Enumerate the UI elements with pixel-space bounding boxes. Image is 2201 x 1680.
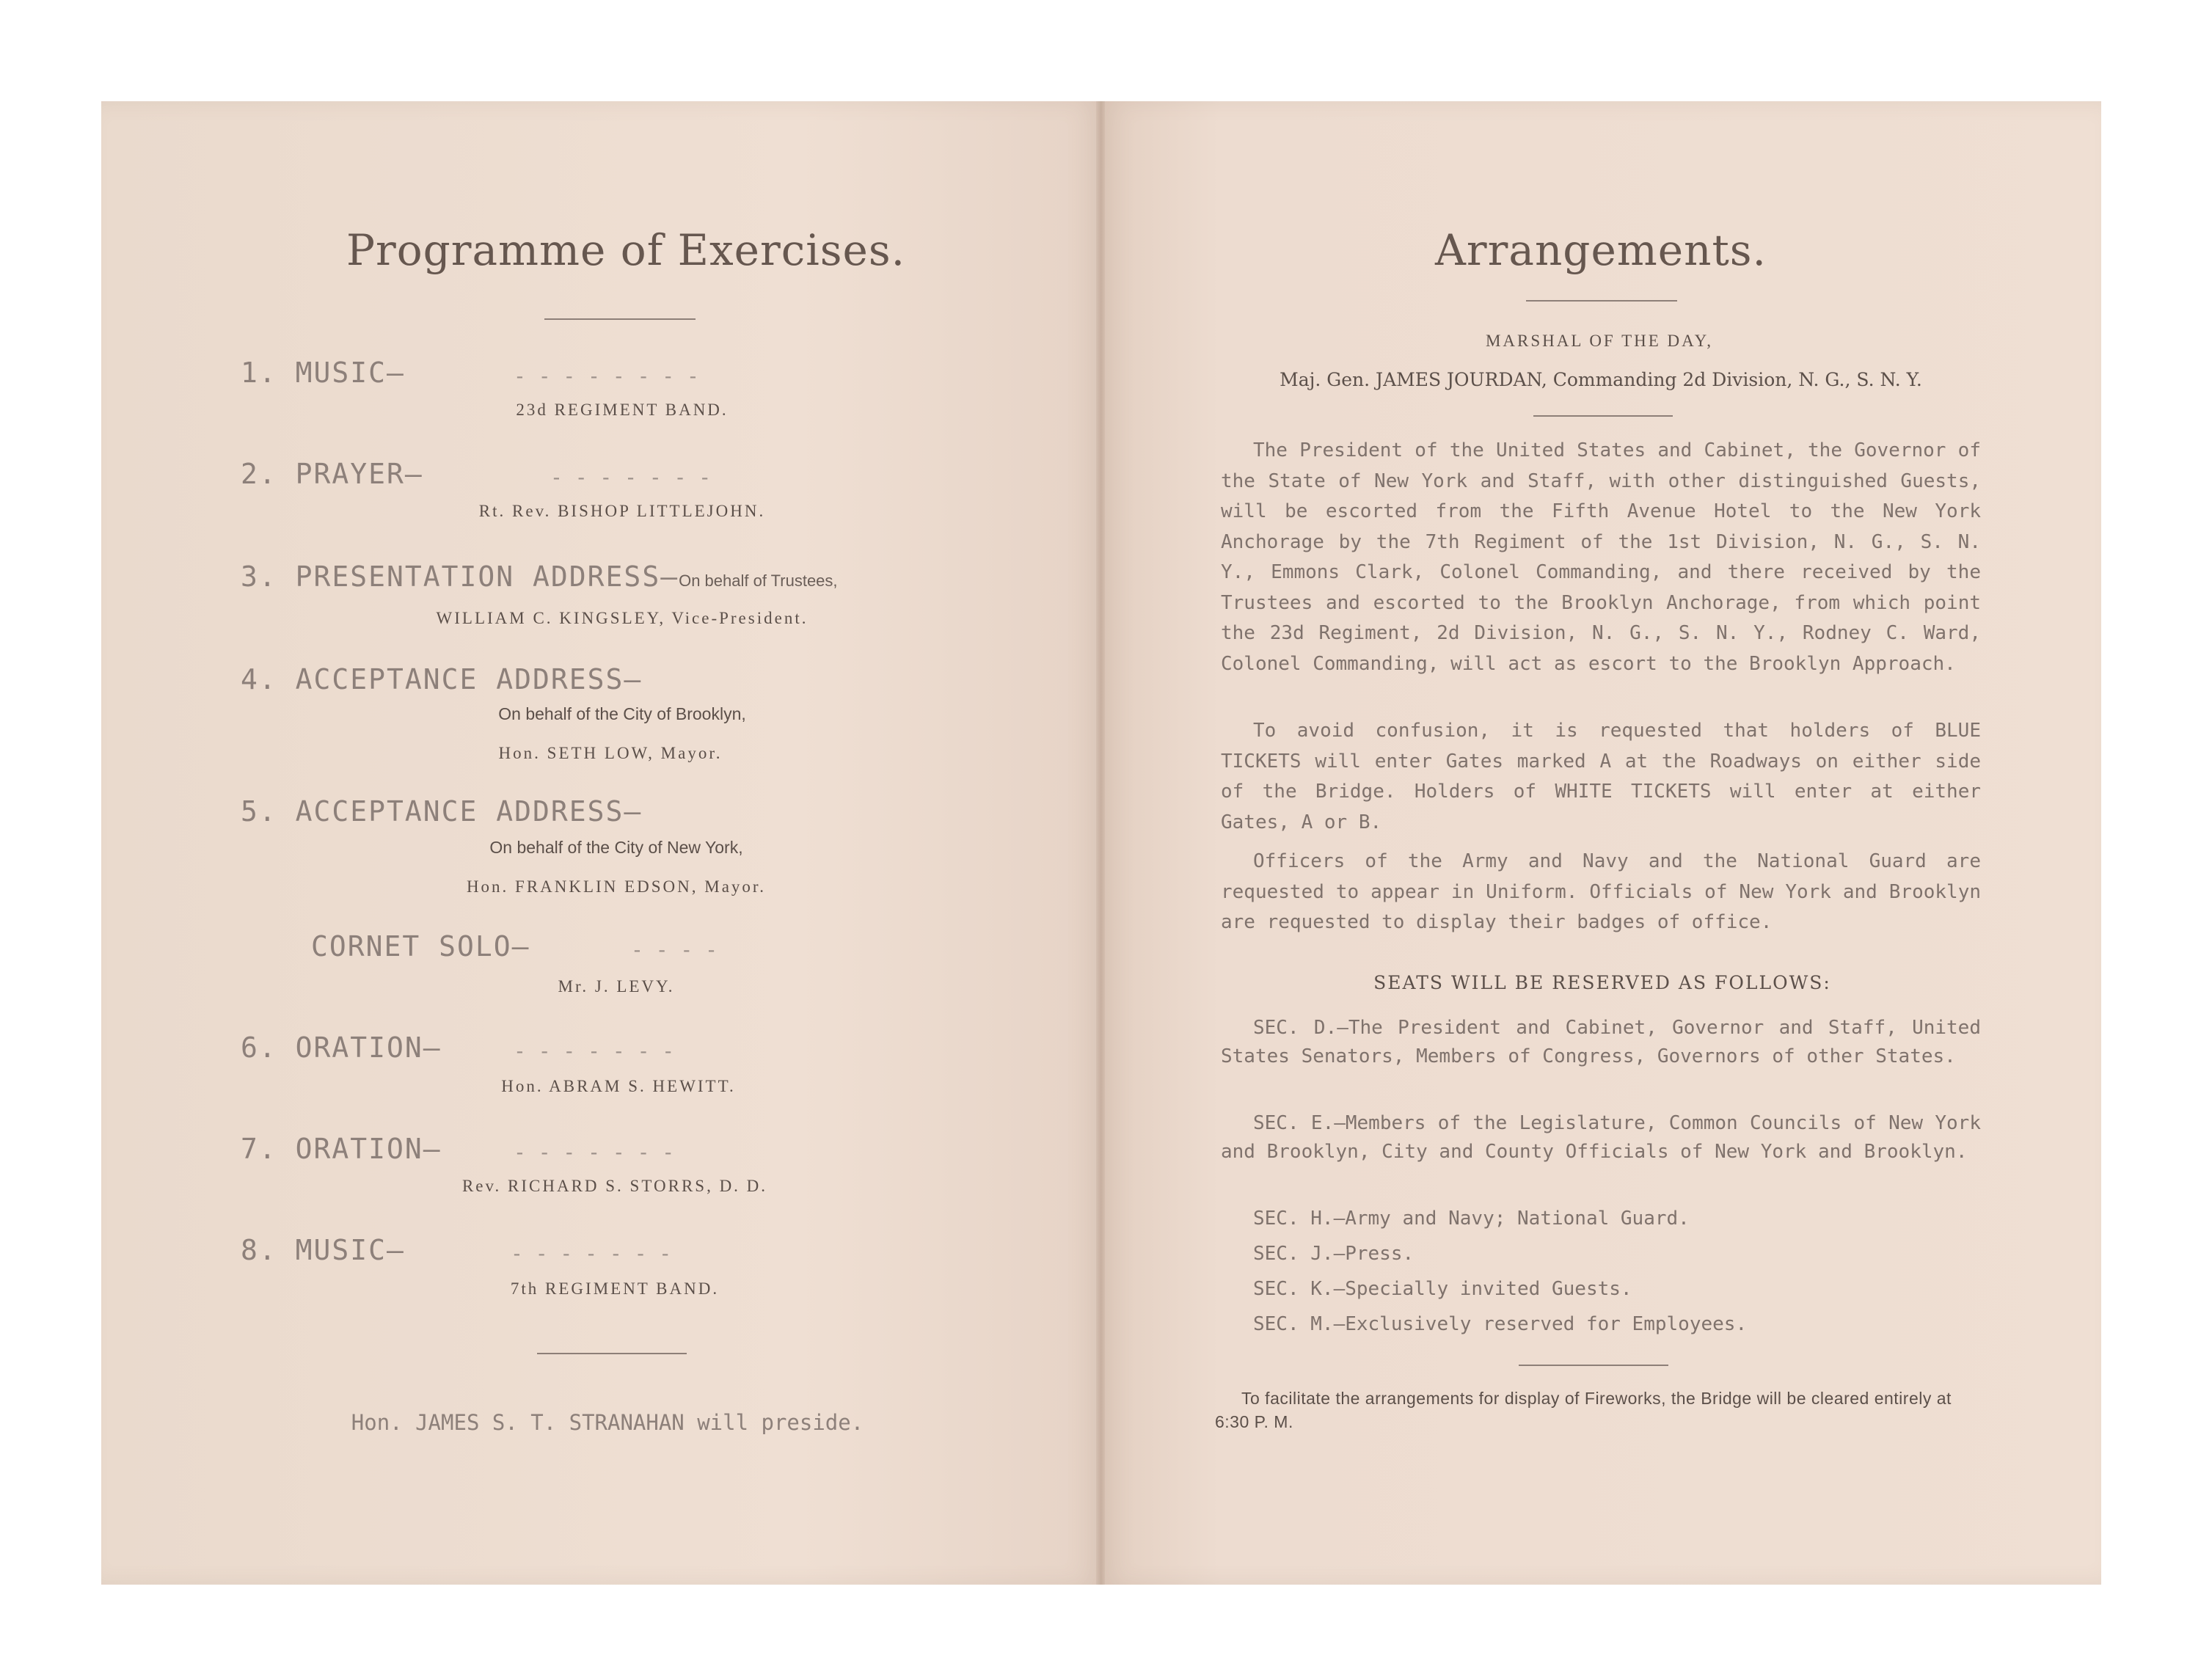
fireworks-footnote: To facilitate the arrangements for display of Fireworks, the Bridge will be cleared entirely at 6:30 P. M. <box>1215 1389 1952 1431</box>
programme-item-2-label: 2. PRAYER— <box>241 458 423 490</box>
right-page <box>1100 101 2101 1585</box>
programme-presides-note: Hon. JAMES S. T. STRANAHAN will preside. <box>351 1410 864 1435</box>
marshal-name: Maj. Gen. JAMES JOURDAN, Commanding 2d Division, N. G., S. N. Y. <box>1280 369 1922 390</box>
arrangements-paragraph-uniform: Officers of the Army and Navy and the National Guard are requested to appear in Uniform. Officials of New York and Brooklyn are requested to display their badges of office. <box>1221 850 1981 933</box>
seating-section-k: SEC. K.—Specially invited Guests. <box>1253 1278 1632 1300</box>
arrangements-paragraph-escort: The President of the United States and Cabinet, the Governor of the State of New York and Staff, with other distinguished Guests, will be escorted from the Fifth Avenue Hotel to the New York Anchorage by the 7th Regiment of the 1st Division, N. G., S. N. Y., Emmons Clark, Colonel Commanding, and there received by the Trustees and escorted to the Brooklyn Anchorage, from which point the 23d Regiment, 2d Division, N. G., S. N. Y., Rodney C. Ward, Colonel Commanding, will act as escort to the Brooklyn Approach. <box>1221 439 1981 675</box>
programme-item-3-performer: WILLIAM C. KINGSLEY, Vice-President. <box>436 609 809 627</box>
programme-cornet-solo-dots: - - - - <box>631 938 718 962</box>
arrangements-footer-rule <box>1519 1365 1668 1366</box>
programme-item-7-performer: Rev. RICHARD S. STORRS, D. D. <box>461 1177 768 1195</box>
programme-heading: Programme of Exercises. <box>346 225 906 275</box>
marshal-rule <box>1533 415 1673 417</box>
programme-cornet-solo-label: CORNET SOLO— <box>311 930 530 963</box>
arrangements-heading-rule <box>1526 300 1677 302</box>
programme-item-3-label: 3. PRESENTATION ADDRESS—On behalf of Trustees, <box>241 560 838 593</box>
programme-footer-rule <box>537 1353 687 1354</box>
programme-item-1-dots: - - - - - - - - <box>514 364 699 388</box>
programme-item-8-label: 8. MUSIC— <box>241 1234 405 1266</box>
programme-item-5-label: 5. ACCEPTANCE ADDRESS— <box>241 795 643 828</box>
seats-title: SEATS WILL BE RESERVED AS FOLLOWS: <box>1373 972 1831 993</box>
programme-item-8-performer: 7th REGIMENT BAND. <box>510 1279 720 1298</box>
programme-item-2-dots: - - - - - - - <box>550 465 712 489</box>
programme-item-7-label: 7. ORATION— <box>241 1133 442 1165</box>
seating-section-m: SEC. M.—Exclusively reserved for Employees. <box>1253 1313 1748 1335</box>
programme-item-8-dots: - - - - - - - <box>511 1241 672 1266</box>
programme-item-5-performer: Hon. FRANKLIN EDSON, Mayor. <box>466 877 767 896</box>
programme-item-4-label: 4. ACCEPTANCE ADDRESS— <box>241 663 643 695</box>
programme-item-6-dots: - - - - - - - <box>514 1039 675 1063</box>
seating-section-h: SEC. H.—Army and Navy; National Guard. <box>1253 1208 1690 1230</box>
programme-item-3-note: On behalf of Trustees, <box>679 571 838 590</box>
programme-cornet-solo-performer: Mr. J. LEVY. <box>558 977 675 996</box>
programme-item-4-performer: Hon. SETH LOW, Mayor. <box>498 744 723 762</box>
arrangements-paragraph-tickets: To avoid confusion, it is requested that holders of BLUE TICKETS will enter Gates marked A at the Roadways on either side of the Bridge. Holders of WHITE TICKETS will enter at either Gates, A or B. <box>1221 720 1981 833</box>
seating-section-j: SEC. J.—Press. <box>1253 1243 1415 1265</box>
programme-item-6-performer: Hon. ABRAM S. HEWITT. <box>501 1077 736 1095</box>
programme-item-6-label: 6. ORATION— <box>241 1031 442 1064</box>
programme-item-5-behalf: On behalf of the City of New York, <box>489 838 743 857</box>
programme-item-2-performer: Rt. Rev. BISHOP LITTLEJOHN. <box>478 502 766 520</box>
programme-item-4-behalf: On behalf of the City of Brooklyn, <box>498 704 746 723</box>
seating-section-e: SEC. E.—Members of the Legislature, Common Councils of New York and Brooklyn, City and County Officials of New York and Brooklyn. <box>1221 1112 1981 1163</box>
open-booklet <box>101 101 2101 1585</box>
arrangements-heading: Arrangements. <box>1435 225 1767 275</box>
programme-item-1-performer: 23d REGIMENT BAND. <box>516 401 729 419</box>
programme-item-7-dots: - - - - - - - <box>514 1140 675 1164</box>
booklet-gutter <box>1096 101 1105 1585</box>
marshal-title: MARSHAL OF THE DAY, <box>1485 332 1714 350</box>
programme-item-1-label: 1. MUSIC— <box>241 357 405 389</box>
seating-section-d: SEC. D.—The President and Cabinet, Governor and Staff, United States Senators, Members of Congress, Governors of other States. <box>1221 1017 1981 1067</box>
programme-heading-rule <box>544 318 696 320</box>
